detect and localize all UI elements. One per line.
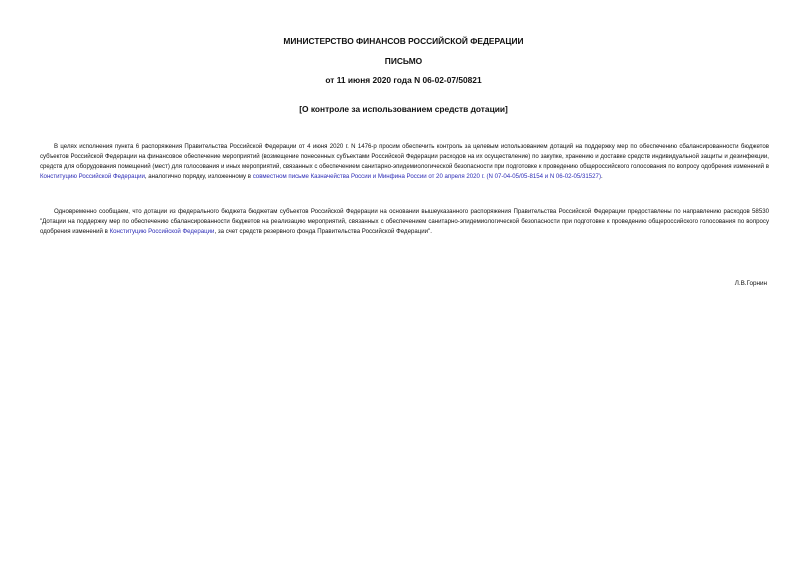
paragraph-2-text-a: Одновременно сообщаем, что дотации из федерального бюджета бюджетам субъектов Российской Федерации на основании вышеуказанного распоряжения Правительства Российской Федерации предоставлены по направлению расходов 58530 "Дотации на поддержку мер по обеспечению сбалансированности бюджетов на реализацию мероприятий, связанных с обеспечением санитарно-эпидемиологической безопасности при подготовке к проведению общероссийского голосования по вопросу одобрения изменений в [40, 208, 769, 235]
paragraph-1-text-b: , аналогично порядку, изложенному в [144, 173, 253, 180]
constitution-link-1[interactable]: Конституцию Российской Федерации [40, 173, 145, 180]
paragraph-2 [40, 207, 769, 237]
ministry-name: МИНИСТЕРСТВО ФИНАНСОВ РОССИЙСКОЙ ФЕДЕРАЦИИ [283, 36, 524, 46]
signature: Л.В.Горнин [734, 280, 767, 287]
paragraph-1-text-c: . [600, 173, 603, 180]
joint-letter-link[interactable]: совместном письме Казначейства России и Минфина России от 20 апреля 2020 г. (N 07-04-05/05-8154 и N 06-02-05/31527) [252, 173, 601, 180]
document-subject: [О контроле за использованием средств дотации] [299, 104, 508, 114]
paragraph-1-text-a: В целях исполнения пункта 6 распоряжения Правительства Российской Федерации от 4 июня 2020 г. N 1476-р просим обеспечить контроль за целевым использованием дотаций на поддержку мер по обеспечению сбалансированности бюджетов субъектов Российской Федерации на финансовое обеспечение мероприятий (возмещение понесенных субъектами Российской Федерации расходов на их осуществление) по закупке, хранению и доставке средств индивидуальной защиты и дезинфекции, средств для оборудования помещений (мест) для голосования и иных мероприятий, связанных с обеспечением санитарно-эпидемиологической безопасности при подготовке к проведению общероссийского голосования по вопросу одобрения изменений в [40, 143, 769, 170]
paragraph-1 [40, 142, 769, 182]
paragraph-2-text-b: , за счет средств резервного фонда Правительства Российской Федерации". [214, 228, 432, 235]
document-type: ПИСЬМО [384, 56, 423, 66]
document-date-number: от 11 июня 2020 года N 06-02-07/50821 [325, 75, 482, 85]
constitution-link-2[interactable]: Конституцию Российской Федерации [109, 228, 215, 235]
